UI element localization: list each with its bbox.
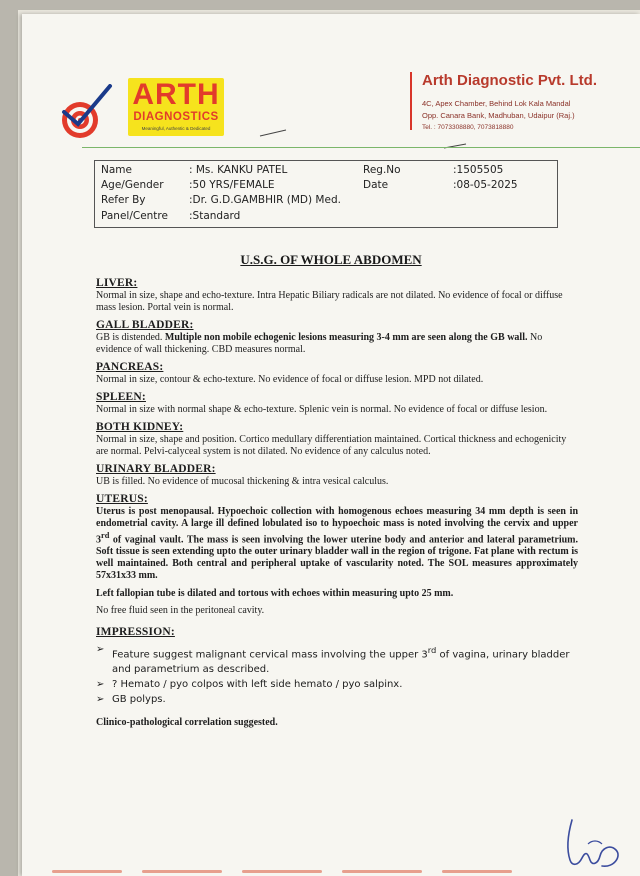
fallopian-text: Left fallopian tube is dilated and tortous with echoes within measuring upto 25 mm.	[96, 588, 454, 600]
reg-value: :1505505	[453, 164, 504, 176]
date-label: Date	[363, 179, 389, 191]
address-line-1: 4C, Apex Chamber, Behind Lok Kala Mandal	[422, 99, 571, 108]
name-value: : Ms. KANKU PATEL	[189, 164, 288, 176]
uterus-text	[96, 506, 578, 582]
date-value: :08-05-2025	[453, 179, 518, 191]
pancreas-text: Normal in size, contour & echo-texture. No evidence of focal or diffuse lesion. MPD not dilated.	[96, 374, 484, 385]
arrow-bullet-icon: ➢	[96, 693, 105, 705]
reg-label: Reg.No	[363, 164, 401, 176]
impression-list	[96, 643, 578, 706]
panel-value: :Standard	[189, 210, 241, 222]
age-label: Age/Gender	[101, 179, 164, 191]
name-label: Name	[101, 164, 132, 176]
impression-item-2	[96, 678, 578, 692]
header-rule	[82, 147, 640, 148]
liver-text: Normal in size, shape and echo-texture. Intra Hepatic Biliary radicals are not dilated. No evidence of focal or diffuse mass lesion. Portal vein is normal.	[96, 290, 563, 313]
arrow-bullet-icon: ➢	[96, 644, 105, 656]
impression-item-1-a: Feature suggest malignant cervical mass involving the upper 3	[112, 649, 428, 661]
section-gall-bladder	[96, 318, 578, 356]
impression-item-2-text: ? Hemato / pyo colpos with left side hemato / pyo salpinx.	[112, 678, 403, 690]
impression-item-1	[96, 643, 578, 676]
logo-tagline: Meaningful, Authentic & Dedicated	[141, 126, 211, 131]
ub-text: UB is filled. No evidence of mucosal thickening & intra vesical calculus.	[96, 476, 389, 487]
impression-item-1-sup: rd	[427, 645, 437, 656]
gb-text-c: No evidence of wall thickening. CBD measures normal.	[96, 332, 543, 355]
kidney-text: Normal in size, shape and position. Cortico medullary differentiation maintained. Cortical thickness and echogenicity are normal. Pelvi-calyceal system is not dilated. No evidence of any calculus noted.	[96, 434, 567, 457]
section-uterus	[96, 492, 578, 617]
target-icon	[58, 84, 114, 140]
logo-subtitle: DIAGNOSTICS	[133, 111, 219, 123]
impression-item-1-b: of vagina, urinary bladder and parametrium as described.	[112, 649, 570, 675]
impression-heading: IMPRESSION:	[96, 626, 175, 639]
section-kidney	[96, 420, 578, 458]
section-urinary-bladder	[96, 462, 578, 488]
ub-heading: URINARY BLADDER:	[96, 463, 216, 475]
spleen-text: Normal in size with normal shape & echo-texture. Splenic vein is normal. No evidence of focal or diffuse lesion.	[96, 404, 548, 415]
report-body	[96, 272, 578, 729]
refer-value: :Dr. G.D.GAMBHIR (MD) Med.	[189, 194, 341, 206]
pen-stroke-mark	[442, 142, 468, 150]
panel-label: Panel/Centre	[101, 210, 168, 222]
pen-stroke-mark	[258, 128, 288, 138]
gb-text-b: Multiple non mobile echogenic lesions measuring 3-4 mm are seen along the GB wall.	[164, 332, 528, 343]
section-impression	[96, 625, 578, 706]
arrow-bullet-icon: ➢	[96, 678, 105, 690]
signature-mark	[558, 814, 628, 876]
uterus-heading: UTERUS:	[96, 493, 148, 505]
company-name: Arth Diagnostic Pvt. Ltd.	[422, 72, 598, 89]
uterus-sup: rd	[101, 531, 110, 540]
refer-label: Refer By	[101, 194, 146, 206]
liver-heading: LIVER:	[96, 277, 138, 289]
section-liver	[96, 276, 578, 314]
impression-item-3	[96, 693, 578, 707]
uterus-text-b: of vaginal vault. The mass is seen involving the lower uterine body and anterior and lateral parametrium. Soft tissue is seen extending upto the outer urinary bladder wall in the region of trigone. Fat plane with rectum is well maintained. Both central and peripheral uptake of vascularity noted. The SOL measures approximately 57x31x33 mm.	[96, 534, 578, 582]
gb-text	[96, 332, 578, 356]
pancreas-heading: PANCREAS:	[96, 361, 164, 373]
logo-word: ARTH	[132, 78, 220, 111]
section-spleen	[96, 390, 578, 416]
peritoneal-text: No free fluid seen in the peritoneal cavity.	[96, 605, 265, 617]
report-title: U.S.G. OF WHOLE ABDOMEN	[240, 252, 422, 267]
kidney-heading: BOTH KIDNEY:	[96, 421, 184, 433]
footer-doctor-names-strip	[22, 870, 640, 876]
spleen-heading: SPLEEN:	[96, 391, 146, 403]
impression-item-3-text: GB polyps.	[112, 693, 166, 705]
clinical-correlation-note: Clinico-pathological correlation suggested.	[96, 716, 278, 728]
logo-badge	[128, 78, 224, 136]
gb-heading: GALL BLADDER:	[96, 319, 194, 331]
company-address	[422, 98, 622, 134]
company-telephone: Tel. : 7073308880, 7073818880	[422, 124, 514, 131]
section-pancreas	[96, 360, 578, 386]
patient-details-box	[94, 160, 558, 228]
uterus-text-a: Uterus is post menopausal. Hypoechoic collection with homogenous echoes measuring 34 mm depth is seen in endometrial cavity. A large ill defined lobulated iso to hypoechoic mass is noted involving the cervix and upper 3	[96, 506, 578, 546]
address-line-2: Opp. Canara Bank, Madhuban, Udaipur (Raj.)	[422, 111, 575, 120]
age-value: :50 YRS/FEMALE	[189, 179, 275, 191]
gb-text-a: GB is distended.	[96, 332, 165, 343]
header-divider	[410, 72, 412, 130]
report-page	[22, 14, 640, 876]
company-logo	[58, 70, 238, 146]
